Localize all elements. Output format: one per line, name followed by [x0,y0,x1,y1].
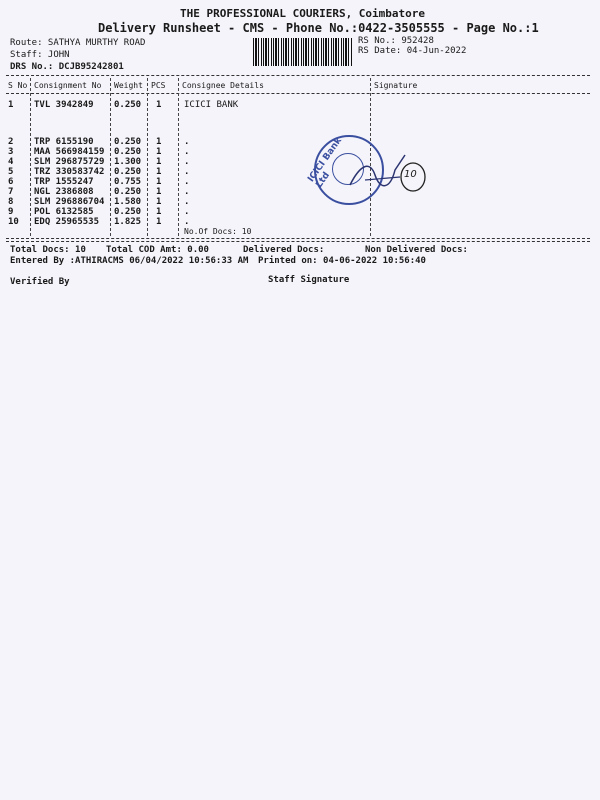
row-consignee: . [184,147,190,157]
non-delivered-docs: Non Delivered Docs: [365,245,468,255]
row-weight: 0.250 [114,207,142,217]
col-signature: Signature [374,81,418,90]
row-consignment: POL 6132585 [34,207,94,217]
row-pcs: 1 [156,100,162,110]
row-sno: 9 [8,207,14,217]
row-consignment: MAA 566984159 [34,147,105,157]
row-consignment: TVL 3942849 [34,100,94,110]
row-weight: 0.250 [114,167,142,177]
total-docs: Total Docs: 10 [10,245,86,255]
row-consignment: SLM 296875729 [34,157,105,167]
row-sno: 8 [8,197,14,207]
row-pcs: 1 [156,217,162,227]
row-weight: 0.250 [114,100,142,110]
route-label: Route: SATHYA MURTHY ROAD [10,38,146,48]
row-pcs: 1 [156,177,162,187]
rs-date: RS Date: 04-Jun-2022 [358,46,467,56]
staff-label: Staff: JOHN [10,50,70,60]
row-pcs: 1 [156,137,162,147]
row-weight: 1.300 [114,157,142,167]
row-sno: 10 [8,217,19,227]
divider [6,238,590,239]
row-consignment: EDQ 25965535 [34,217,100,227]
stamp-text: ICICI Bank Ltd [306,136,345,190]
row-pcs: 1 [156,207,162,217]
printed-on: Printed on: 04-06-2022 10:56:40 [258,256,426,266]
rs-number: RS No.: 952428 [358,36,434,46]
row-consignee: ICICI BANK [184,100,239,110]
row-consignee: . [184,177,190,187]
row-consignment: SLM 296886704 [34,197,105,207]
row-consignee: . [184,217,190,227]
handwritten-count: 10 [404,169,417,180]
row-sno: 5 [8,167,14,177]
col-pcs: PCS [151,81,166,90]
entered-by: Entered By :ATHIRACMS 06/04/2022 10:56:33 AM [10,256,249,266]
col-weight: Weight [114,81,143,90]
table-header [0,81,600,92]
col-consignee: Consignee Details [182,81,264,90]
row-consignee: . [184,207,190,217]
row-pcs: 1 [156,157,162,167]
row-consignee: . [184,197,190,207]
row-sno: 3 [8,147,14,157]
no-of-docs: No.Of Docs: 10 [184,227,252,236]
col-consignment: Consignment No [34,81,102,90]
row-pcs: 1 [156,187,162,197]
divider [6,241,590,242]
divider [6,93,590,94]
total-cod: Total COD Amt: 0.00 [106,245,209,255]
row-consignee: . [184,137,190,147]
row-weight: 1.825 [114,217,142,227]
verified-by: Verified By [10,277,70,287]
row-pcs: 1 [156,147,162,157]
row-weight: 0.250 [114,147,142,157]
row-consignee: . [184,167,190,177]
row-consignment: NGL 2386808 [34,187,94,197]
col-sno: S No [8,81,28,90]
row-sno: 2 [8,137,14,147]
row-pcs: 1 [156,197,162,207]
staff-signature: Staff Signature [268,275,350,285]
company-name: THE PROFESSIONAL COURIERS, Coimbatore [180,7,426,20]
drs-number: DRS No.: DCJB95242801 [10,62,124,72]
row-consignee: . [184,187,190,197]
row-weight: 0.250 [114,137,142,147]
row-weight: 0.755 [114,177,142,187]
document-title: Delivery Runsheet - CMS - Phone No.:0422-3505555 - Page No.:1 [98,21,539,35]
barcode [253,38,353,66]
row-consignment: TRP 1555247 [34,177,94,187]
row-consignee: . [184,157,190,167]
row-sno: 1 [8,100,14,110]
row-weight: 0.250 [114,187,142,197]
row-consignment: TRZ 330583742 [34,167,105,177]
table-row [0,100,600,111]
divider [6,75,590,76]
row-consignment: TRP 6155190 [34,137,94,147]
row-sno: 4 [8,157,14,167]
row-pcs: 1 [156,167,162,177]
row-weight: 1.580 [114,197,142,207]
delivered-docs: Delivered Docs: [243,245,325,255]
row-sno: 6 [8,177,14,187]
table-row [0,217,600,228]
row-sno: 7 [8,187,14,197]
